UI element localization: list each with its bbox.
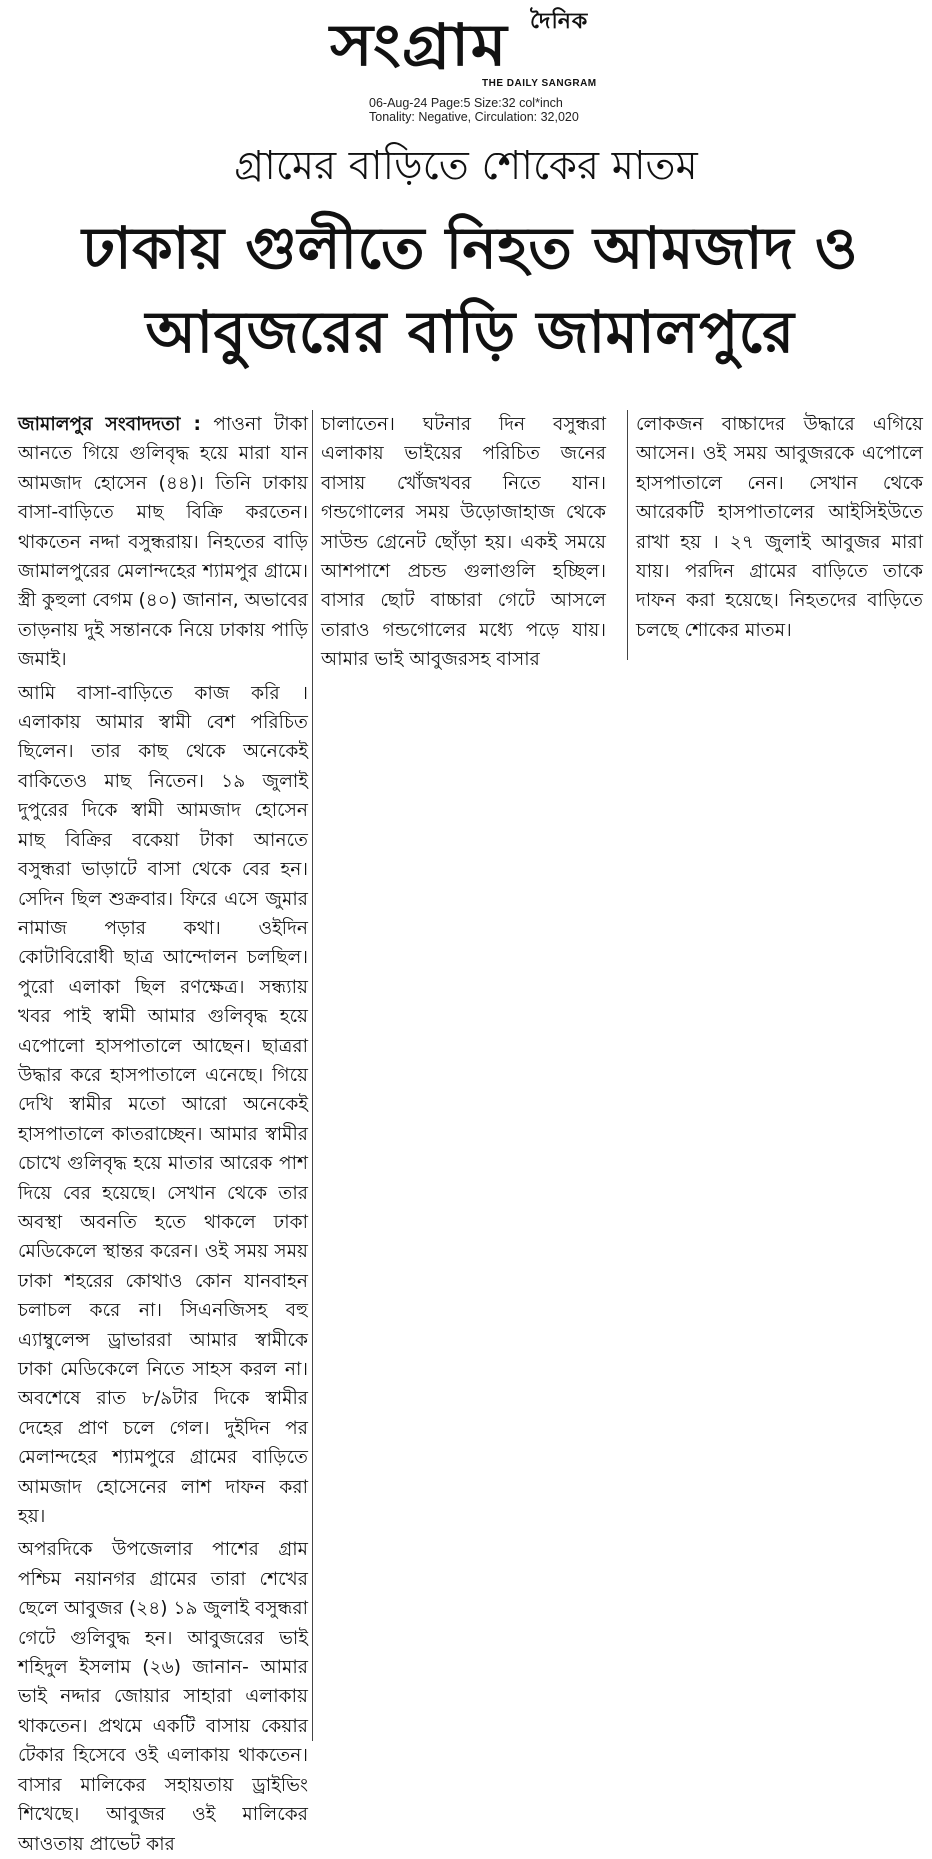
masthead-english-name: THE DAILY SANGRAM [482,78,597,89]
newspaper-logo: সংগ্রাম [330,11,508,79]
article-headline: ঢাকায় গুলীতে নিহত আমজাদ ও আবুজরের বাড়ি জামালপুরে [82,214,858,366]
masthead-prefix: দৈনিক [530,9,589,34]
paragraph: আমি বাসা-বাড়িতে কাজ করি । এলাকায় আমার স্বামী বেশ পরিচিত ছিলেন। তার কাছ থেকে অনেকেই বাকিতেও মাছ নিতেন। ১৯ জুলাই দুপুরের দিকে স্বামী আমজাদ হোসেন মাছ বিক্রির বকেয়া টাকা আনতে বসুন্ধরা ভাড়াটে বাসা থেকে বের হন। সেদিন ছিল শুক্রবার। ফিরে এসে জুমার নামাজ পড়ার কথা। ওইদিন কোটাবিরোধী ছাত্র আন্দোলন চলছিল। পুরো এলাকা ছিল রণক্ষেত্র। সন্ধ্যায় খবর পাই স্বামী আমার গুলিবৃদ্ধ হয়ে এপোলো হাসপাতালে আছেন। ছাত্ররা উদ্ধার করে হাসপাতালে এনেছে। গিয়ে দেখি স্বামীর মতো আরো অনেকেই হাসপাতালে কাতরাচ্ছেন। আমার স্বামীর চোখে গুলিবৃদ্ধ হয়ে মাতার আরেক পাশ দিয়ে বের হয়েছে। সেখান থেকে তার অবস্থা অবনতি হতে থাকলে ঢাকা মেডিকেলে স্থান্তর করেন। ওই সময় সময় ঢাকা শহরের কোথাও কোন যানবাহন চলাচল করে না। সিএনজিসহ বহু এ্যাম্বুলেন্স ড্রাভাররা আমার স্বামীকে ঢাকা মেডিকেলে নিতে সাহস করল না। অবশেষে রাত ৮/৯টার দিকে স্বামীর দেহের প্রাণ চলে গেল। দুইদিন পর মেলান্দহের শ্যামপুরে গ্রামের বাড়িতে আমজাদ হোসেনের লাশ দাফন করা হয়। [18,682,308,1528]
column-divider [627,410,628,660]
column-divider [312,410,313,1741]
meta-line-2: Tonality: Negative, Circulation: 32,020 [369,110,579,124]
paragraph [18,410,308,675]
byline: জামালপুর সংবাদদতা : [18,414,201,435]
paragraph: অপরদিকে উপজেলার পাশের গ্রাম পশ্চিম নয়ানগর গ্রামের তারা শেখের ছেলে আবুজর (২৪) ১৯ জুলাই বসুন্ধরা গেটে গুলিবুদ্ধ হন। আবুজরের ভাই শহিদুল ইসলাম (২৬) জানান- আমার ভাই নদ্দার জোয়ার সাহারা এলাকায় থাকতেন। প্রথমে একটি বাসায় কেয়ার টেকার হিসেবে ওই এলাকায় থাকতেন। বাসার মালিকের সহায়তায় ড্রাইভিং শিখেছে। আবুজর ওই মালিকের আওতায় প্রাভেট কার [18,1539,308,1855]
paragraph: লোকজন বাচ্চাদের উদ্ধারে এগিয়ে আসেন। ওই সময় আবুজরকে এপোলে হাসপাতালে নেন। সেখান থেকে আরেকটি হাসপাতালের আইসিইউতে রাখা হয় । ২৭ জুলাই আবুজর মারা যায়। পরদিন গ্রামের বাড়িতে তাকে দাফন করা হয়েছে। নিহতদের বাড়িতে চলছে শোকের মাতম। [636,414,923,641]
clipping-meta [369,96,579,124]
meta-line-1: 06-Aug-24 Page:5 Size:32 col*inch [369,96,563,110]
article-column-2 [321,410,606,675]
paragraph-text: পাওনা টাকা আনতে গিয়ে গুলিবৃদ্ধ হয়ে মারা যান আমজাদ হোসেন (৪৪)। তিনি ঢাকায় বাসা-বাড়িতে মাছ বিক্রি করতেন। থাকতেন নদ্দা বসুন্ধরায়। নিহতের বাড়ি জামালপুরের মেলান্দহের শ্যামপুর গ্রামে। স্ত্রী কুহুলা বেগম (৪০) জানান, অভাবের তাড়নায় দুই সন্তানকে নিয়ে ঢাকায় পাড়ি জমাই। [18,414,308,671]
masthead [0,0,932,92]
article-column-1 [18,410,308,1855]
article-column-3 [636,410,923,645]
paragraph: চালাতেন। ঘটনার দিন বসুন্ধরা এলাকায় ভাইয়ের পরিচিত জনের বাসায় খোঁজখবর নিতে যান। গন্ডগোলের সময় উড়োজাহাজ থেকে সাউন্ড গ্রেনেট ছোঁড়া হয়। একই সময়ে আশপাশে প্রচন্ড গুলাগুলি হচ্ছিল। বাসার ছোট বাচ্চারা গেটে আসলে তারাও গন্ডগোলের মধ্যে পড়ে যায়। আমার ভাই আবুজরসহ বাসার [321,414,606,671]
article-kicker: গ্রামের বাড়িতে শোকের মাতম [234,143,698,189]
